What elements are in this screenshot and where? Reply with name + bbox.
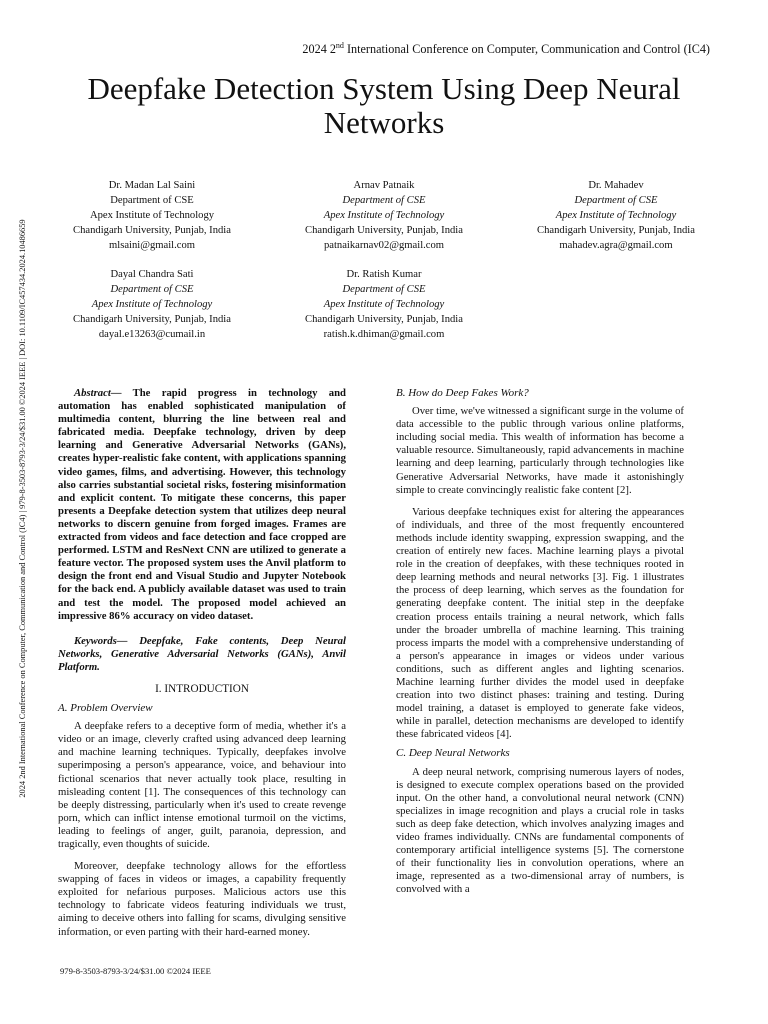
author-block-3 <box>496 178 736 253</box>
paragraph: Moreover, deepfake technology allows for the effortless swapping of faces in videos or images, a capability frequently exploited for nefarious purposes. Malicious actors use this technology to fabricate videos featuring individuals we trust, aiming to deceive others into falling for scams, divulging sensitive information, or even parting with their hard-earned money. <box>58 860 346 938</box>
author-institute: Apex Institute of Technology <box>555 210 677 221</box>
author-dept: Department of CSE <box>110 195 194 206</box>
author-institute: Apex Institute of Technology <box>323 210 445 221</box>
author-institute: Apex Institute of Technology <box>323 299 445 310</box>
author-block-1 <box>32 178 272 253</box>
paragraph: Various deepfake techniques exist for altering the appearances of individuals, and three of the most frequently encountered methods include identity swapping, expression swapping, and the creation of entirely new faces. Machine learning plays a pivotal role in the creation of deepfakes, with these techniques rooted in deep learning methods and neural networks [3]. Fig. 1 illustrates the process of deep learning, which serves as the foundation for generating deepfake content. The initial step in the deepfake creation process entails training a neural network, which falls under the broader umbrella of machine learning. This training process imparts the model with a comprehensive understanding of a person's appearance in images or videos under various conditions, such as different angles and lighting scenarios. Machine learning further divides the model used in deepfake creation into two distinct phases: training and testing. During model training, a dataset is employed to generate fake videos, while in parallel, detection mechanisms are developed to identify these fabricated videos [4]. <box>396 505 684 741</box>
left-column <box>58 387 346 939</box>
paragraph: A deepfake refers to a deceptive form of media, whether it's a video or an image, cleverly crafted using advanced deep learning and machine learning techniques. Typically, deepfakes involve superimposing a person's appearance, voice, and behaviour into fictional scenarios that never actually took place, resulting in misleading content [1]. The consequences of this technology can be deeply distressing, particularly when it's used to create revenge porn, which can inflict intense emotional turmoil on the victims, leading to feelings of anger, guilt, paranoia, depression, and tragically, even thoughts of suicide. <box>58 720 346 850</box>
author-name: Dr. Madan Lal Saini <box>108 180 196 191</box>
author-name: Arnav Patnaik <box>353 180 415 191</box>
author-email: patnaikarnav02@gmail.com <box>323 240 445 251</box>
author-name: Dr. Ratish Kumar <box>346 269 422 280</box>
author-address: Chandigarh University, Punjab, India <box>305 225 463 236</box>
author-institute: Apex Institute of Technology <box>89 210 215 221</box>
author-institute: Apex Institute of Technology <box>91 299 213 310</box>
right-column <box>396 387 684 896</box>
author-dept: Department of CSE <box>110 284 194 295</box>
author-email: dayal.e13263@cumail.in <box>98 329 206 340</box>
side-doi-strip: 2024 2nd International Conference on Computer, Communication and Control (IC4) | 979-8-3503-8793-3/24/$31.00 ©2024 IEEE | DOI: 10.1109/IC457434.2024.10486659 <box>18 219 27 798</box>
keywords: Keywords— Deepfake, Fake contents, Deep Neural Networks, Generative Adversarial Networks (GANs), Anvil Platform. <box>58 634 346 673</box>
conference-header: 2024 2nd International Conference on Computer, Communication and Control (IC4) <box>302 41 710 56</box>
author-name: Dr. Mahadev <box>588 180 644 191</box>
author-block-5 <box>264 267 504 342</box>
author-address: Chandigarh University, Punjab, India <box>305 314 463 325</box>
author-block-4 <box>32 267 272 342</box>
paragraph: Over time, we've witnessed a significant surge in the volume of data accessible to the public through various online platforms, including social media. This wealth of information has become a valuable resource. Simultaneously, rapid advancements in machine learning and deep learning, particularly through technologies like Generative Adversarial Networks, have made it astonishingly simple to create convincingly realistic fake content [2]. <box>396 405 684 496</box>
abstract-lead: Abstract— <box>74 387 122 399</box>
author-email: mlsaini@gmail.com <box>109 240 195 251</box>
subsection-heading-deep-neural-networks: C. Deep Neural Networks <box>396 747 510 760</box>
abstract <box>58 387 346 623</box>
author-dept: Department of CSE <box>342 284 426 295</box>
author-address: Chandigarh University, Punjab, India <box>73 314 231 325</box>
footer-copyright: 979-8-3503-8793-3/24/$31.00 ©2024 IEEE <box>60 966 211 976</box>
author-address: Chandigarh University, Punjab, India <box>537 225 695 236</box>
author-dept: Department of CSE <box>342 195 426 206</box>
subsection-heading-problem-overview: A. Problem Overview <box>58 702 153 715</box>
author-address: Chandigarh University, Punjab, India <box>73 225 231 236</box>
author-dept: Department of CSE <box>574 195 658 206</box>
author-block-2 <box>264 178 504 253</box>
subsection-heading-how-deepfakes-work: B. How do Deep Fakes Work? <box>396 387 529 399</box>
paper-title: Deepfake Detection System Using Deep Neural Networks <box>87 71 681 140</box>
abstract-text: The rapid progress in technology and automation has enabled sophisticated manipulation of multimedia content, blurring the line between real and fabricated media. Deepfake technology, driven by deep learning and Generative Adversarial Networks (GANs), creates hyper-realistic fake content, with applications spanning video games, films, and advertising. However, this technology also carries substantial societal risks, fostering misinformation and explicit content. To mitigate these concerns, this paper presents a Deepfake detection system that utilizes deep neural networks to discern genuine from forged images. Frames are extracted from videos and face detection and face cropped are performed. LSTM and ResNext CNN are utilized to generate a feature vector. The proposed system uses the Anvil platform to design the front end and Visual Studio and Jupyter Notebook for the back end. A publicly available dataset was used to train and test the model. The proposed model achieved an impressive 86% accuracy on video dataset. <box>58 387 346 622</box>
author-email: mahadev.agra@gmail.com <box>559 240 673 251</box>
author-email: ratish.k.dhiman@gmail.com <box>323 329 445 340</box>
section-heading-introduction: I. INTRODUCTION <box>155 682 249 695</box>
paragraph: A deep neural network, comprising numerous layers of nodes, is designed to execute complex operations based on the provided input. On the other hand, a convolutional neural network (CNN) specializes in image recognition and plays a crucial role in tasks such as deep fake detection, which involves analyzing images and video frames individually. CNNs are fundamental components of contemporary artificial intelligence systems [5]. The cornerstone of their functionality lies in convolution operations, where an image, represented as a two-dimensional array of numbers, is convolved with a <box>396 765 684 896</box>
author-name: Dayal Chandra Sati <box>110 269 194 280</box>
